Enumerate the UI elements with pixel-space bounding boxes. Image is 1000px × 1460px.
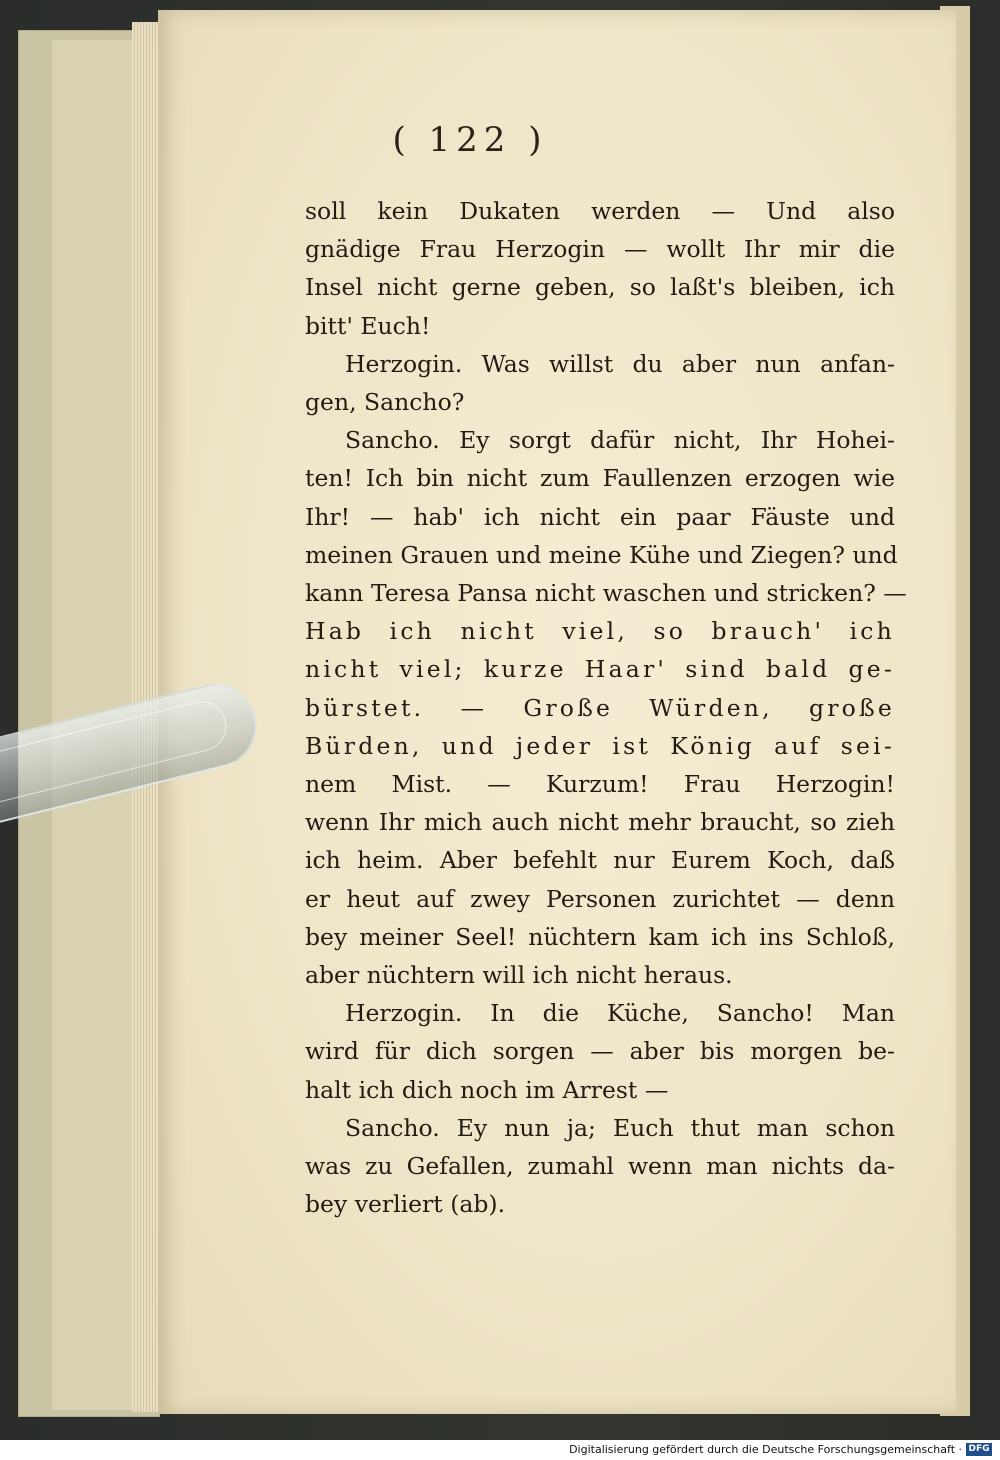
- text-line: gen, Sancho?: [305, 388, 465, 417]
- text-line: gnädige Frau Herzogin — wollt Ihr mir die: [305, 235, 895, 264]
- text-line: bey verliert (ab).: [305, 1190, 506, 1219]
- speaker-line: Herzogin. Was willst du aber nun anfan-: [345, 349, 895, 378]
- dfg-logo: DFG: [966, 1443, 992, 1456]
- text-line: soll kein Dukaten werden — Und also: [305, 197, 895, 225]
- speaker-line: Sancho. Ey sorgt dafür nicht, Ihr Hohei-: [345, 426, 895, 455]
- text-line: Insel nicht gerne geben, so laßt's bleiben, ich: [305, 273, 895, 302]
- speaker-line: Sancho. Ey nun ja; Euch thut man schon: [345, 1113, 895, 1142]
- text-line: halt ich dich noch im Arrest —: [305, 1075, 669, 1104]
- text-line-spaced: Hab ich nicht viel, so brauch' ich: [305, 617, 895, 646]
- text-line-spaced: bürstet. — Große Würden, große: [305, 693, 895, 722]
- speaker-line: Herzogin. In die Küche, Sancho! Man: [345, 999, 895, 1028]
- text-line: bey meiner Seel! nüchtern kam ich ins Schloß,: [305, 922, 895, 951]
- text-line: aber nüchtern will ich nicht heraus.: [305, 961, 733, 990]
- text-line: meinen Grauen und meine Kühe und Ziegen? und: [305, 540, 898, 569]
- text-line: wird für dich sorgen — aber bis morgen be-: [305, 1037, 895, 1066]
- scanner-edge: [970, 0, 1000, 1440]
- text-line: bitt' Euch!: [305, 311, 431, 340]
- text-line: er heut auf zwey Personen zurichtet — denn: [305, 884, 895, 913]
- text-line: was zu Gefallen, zumahl wenn man nichts da-: [305, 1152, 895, 1181]
- text-line: Ihr! — hab' ich nicht ein paar Fäuste und: [305, 502, 895, 531]
- footer-credit: Digitalisierung gefördert durch die Deutsche Forschungsgemeinschaft ·: [569, 1443, 962, 1456]
- text-line-spaced: nicht viel; kurze Haar' sind bald ge-: [305, 655, 895, 684]
- text-line: nem Mist. — Kurzum! Frau Herzogin!: [305, 770, 895, 799]
- page-number: ( 122 ): [392, 120, 548, 160]
- text-line: ich heim. Aber befehlt nur Eurem Koch, daß: [305, 846, 895, 875]
- text-line-spaced: Bürden, und jeder ist König auf sei-: [305, 731, 895, 760]
- text-line: ten! Ich bin nicht zum Faullenzen erzogen wie: [305, 464, 895, 493]
- page-text: [305, 192, 907, 1223]
- text-line: kann Teresa Pansa nicht waschen und stricken? —: [305, 579, 907, 608]
- text-line: wenn Ihr mich auch nicht mehr braucht, so zieh: [305, 808, 895, 837]
